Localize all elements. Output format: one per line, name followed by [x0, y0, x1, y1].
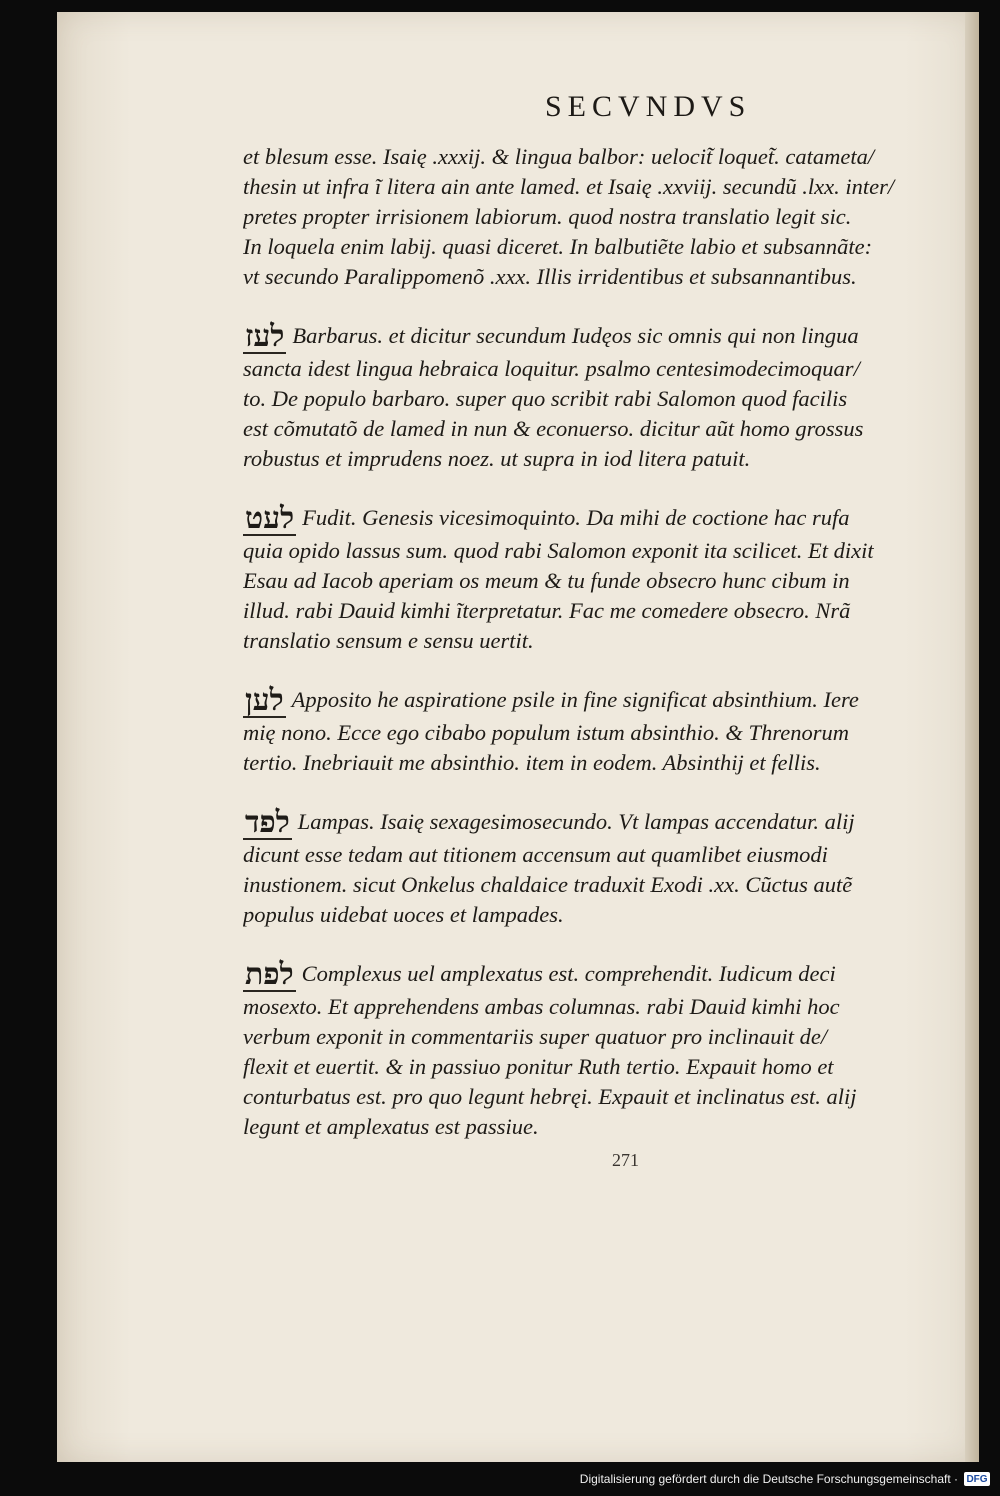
hebrew-headword: לפת [245, 957, 294, 992]
text-line: Barbarus. et dicitur secundum Iudęos sic omnis qui non lingua [292, 323, 859, 348]
text-line: inustionem. sicut Onkelus chaldaice traduxit Exodi .xx. Cũctus autẽ [243, 872, 853, 897]
text-line: mię nono. Ecce ego cibabo populum istum absinthio. & Threnorum [243, 720, 849, 745]
text-line: Fudit. Genesis vicesimoquinto. Da mihi de coctione hac rufa [302, 505, 850, 530]
text-line: translatio sensum e sensu uertit. [243, 628, 534, 653]
text-line: illud. rabi Dauid kimhi ĩterpretatur. Fac me comedere obsecro. Nrã [243, 598, 851, 623]
text-line: sancta idest lingua hebraica loquitur. psalmo centesimodecimoquar/ [243, 356, 860, 381]
text-line: est cõmutatõ de lamed in nun & econuerso. dicitur aũt homo grossus [243, 416, 864, 441]
text-line: thesin ut infra ĩ litera ain ante lamed. et Isaię .xxviij. secundũ .lxx. inter/ [243, 174, 895, 199]
dfg-logo-icon: DFG [964, 1472, 990, 1486]
intro-paragraph [243, 142, 963, 292]
hebrew-headword: לפד [245, 805, 290, 840]
text-line: robustus et imprudens noez. ut supra in iod litera patuit. [243, 446, 751, 471]
text-line: to. De populo barbaro. super quo scribit rabi Salomon quod facilis [243, 386, 848, 411]
entry-lappid [243, 804, 963, 930]
text-line: vt secundo Paralippomenõ .xxx. Illis irridentibus et subsannantibus. [243, 264, 857, 289]
text-line: verbum exponit in commentariis super quatuor pro inclinauit de/ [243, 1024, 828, 1049]
entry-lapat [243, 956, 963, 1142]
text-line: legunt et amplexatus est passiue. [243, 1114, 539, 1139]
entry-laaz [243, 318, 963, 474]
page-number: 271 [612, 1150, 639, 1170]
text-line: pretes propter irrisionem labiorum. quod nostra translatio legit sic. [243, 204, 852, 229]
hebrew-headword: לעז [245, 319, 285, 354]
text-block [243, 142, 963, 1168]
text-line: flexit et euertit. & in passiuo ponitur Ruth tertio. Expauit homo et [243, 1054, 834, 1079]
text-line: In loquela enim labij. quasi diceret. In balbutiẽte labio et subsannãte: [243, 234, 873, 259]
text-line: et blesum esse. Isaię .xxxij. & lingua balbor: uelocit̃ loquet̃. catameta/ [243, 144, 875, 169]
hebrew-headword: לען [245, 683, 284, 718]
text-line: Esau ad Iacob aperiam os meum & tu funde obsecro hunc cibum in [243, 568, 850, 593]
hebrew-headword: לעט [245, 501, 295, 536]
text-line: quia opido lassus sum. quod rabi Salomon exponit ita scilicet. Et dixit [243, 538, 874, 563]
text-line: Complexus uel amplexatus est. comprehendit. Iudicum deci [301, 961, 836, 986]
entry-laat [243, 500, 963, 656]
text-line: Lampas. Isaię sexagesimosecundo. Vt lampas accendatur. alij [297, 809, 855, 834]
text-line: mosexto. Et apprehendens ambas columnas. rabi Dauid kimhi hoc [243, 994, 840, 1019]
entry-laan [243, 682, 963, 778]
text-line: Apposito he aspiratione psile in fine significat absinthium. Iere [291, 687, 859, 712]
text-line: populus uidebat uoces et lampades. [243, 902, 564, 927]
page-edge [965, 12, 979, 1462]
text-line: conturbatus est. pro quo legunt hebręi. Expauit et inclinatus est. alij [243, 1084, 857, 1109]
footer-credit: Digitalisierung gefördert durch die Deutsche Forschungsgemeinschaft · [579, 1472, 958, 1486]
text-line: tertio. Inebriauit me absinthio. item in eodem. Absinthij et fellis. [243, 750, 821, 775]
running-head: SECVNDVS [545, 90, 752, 123]
text-line: dicunt esse tedam aut titionem accensum aut quamlibet eiusmodi [243, 842, 828, 867]
footer-bar [0, 1462, 1000, 1496]
book-page [57, 12, 979, 1462]
